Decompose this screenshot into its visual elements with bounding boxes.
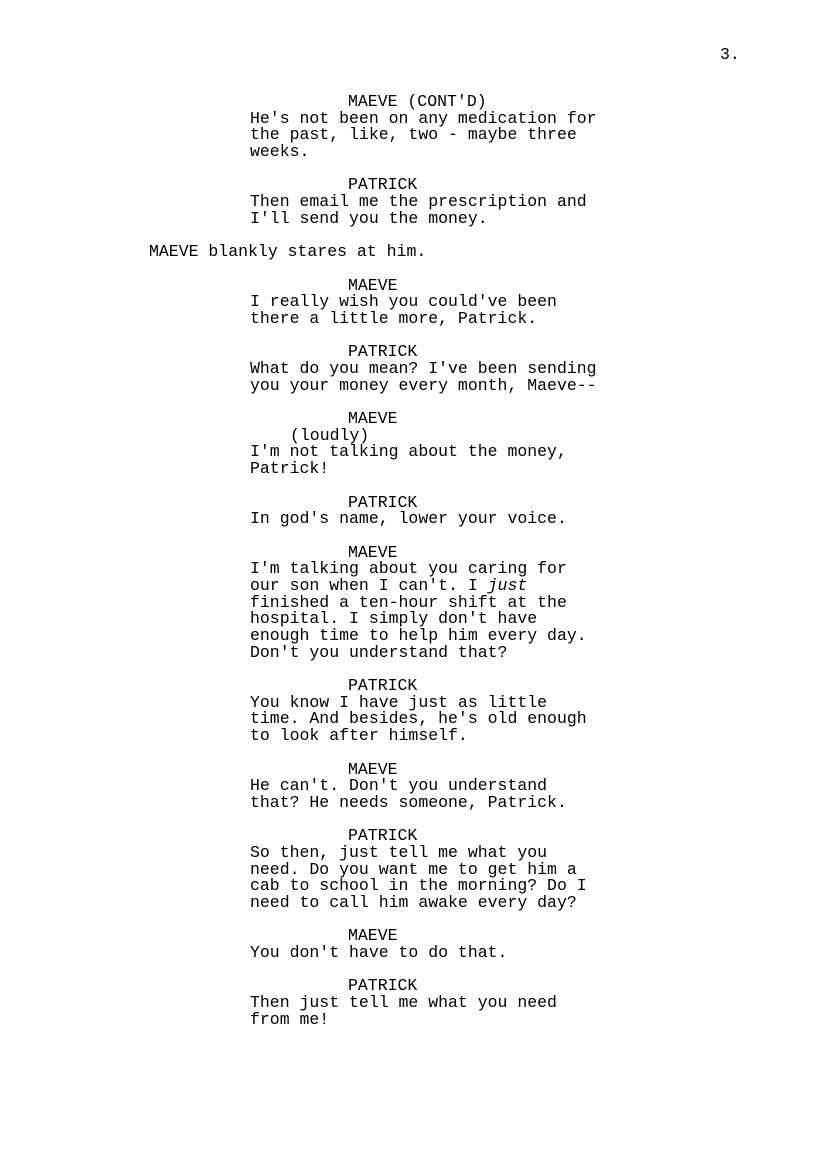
dialogue-line: What do you mean? I've been sending [250,359,597,378]
dialogue-line: weeks. [250,142,310,162]
screenplay-body [0,94,820,1029]
spacer [0,745,820,762]
dialogue-line: the past, like, two - maybe three [250,125,577,145]
dialogue-line: You know I have just as little [250,692,548,712]
dialogue-line: time. And besides, he's old enough [250,709,587,729]
dialogue-line: need. Do you want me to get him a [250,859,577,879]
character-name: MAEVE [348,275,398,295]
spacer [0,261,820,278]
dialogue-line: cab to school in the morning? Do I [250,876,587,896]
character-name: MAEVE [348,409,398,429]
parenthetical: (loudly) [290,425,370,445]
page-number: 3. [720,45,740,64]
dialogue-line: that? He needs someone, Patrick. [250,792,567,812]
dialogue-line: need to call him awake every day? [250,893,577,912]
dialogue-line: I'll send you the money. [250,208,488,228]
dialogue-line: enough time to help him every day. [250,626,587,645]
dialogue-line: our son when I can't. I just [250,575,528,595]
dialogue-line: finished a ten-hour shift at the [250,592,567,612]
dialogue-line: Then email me the prescription and [250,192,587,212]
dialogue-line: You don't have to do that. [250,943,508,963]
spacer [0,394,820,411]
character-name: PATRICK [348,976,418,996]
dialogue-line: He's not been on any medication for [250,108,597,128]
character-name: PATRICK [348,342,418,362]
dialogue-line: I'm not talking about the money, [250,442,567,462]
character-name: PATRICK [348,676,418,696]
dialogue-line: In god's name, lower your voice. [250,509,567,529]
spacer [0,528,820,545]
dialogue-line: Don't you understand that? [250,642,508,662]
dialogue-line: Then just tell me what you need [250,993,557,1013]
spacer [0,912,820,929]
dialogue-line: He can't. Don't you understand [250,776,548,796]
dialogue-line: So then, just tell me what you [250,842,548,862]
character-name: PATRICK [348,175,418,195]
character-name: MAEVE (CONT'D) [348,92,487,111]
character-name: PATRICK [348,826,418,846]
spacer [0,478,820,495]
dialogue-line: Patrick! [250,459,330,479]
character-name: MAEVE [348,759,398,779]
dialogue-line: there a little more, Patrick. [250,308,538,328]
action-line: MAEVE blankly stares at him. [149,242,427,262]
character-name: PATRICK [348,492,418,512]
dialogue-line: I really wish you could've been [250,292,557,312]
character-name: MAEVE [348,926,398,946]
dialogue-line: from me! [250,1009,330,1029]
dialogue-line: to look after himself. [250,726,468,746]
dialogue-line: hospital. I simply don't have [250,609,538,629]
dialogue-line: you your money every month, Maeve-- [250,375,597,395]
character-name: MAEVE [348,542,398,562]
dialogue-line: I'm talking about you caring for [250,559,567,579]
